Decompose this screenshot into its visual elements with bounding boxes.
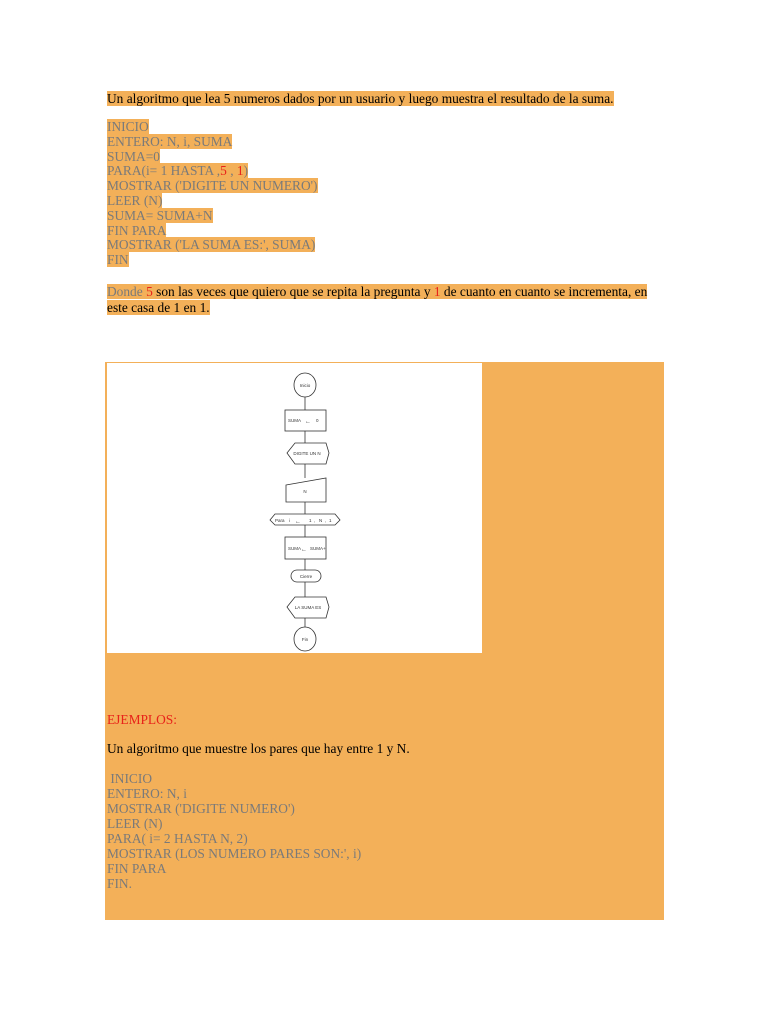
assign-arrow: ← [305,419,311,425]
loop-label: 1 [309,518,312,523]
assign-value: 0 [316,418,319,423]
loop-label: N [319,518,323,523]
loop-label: 1 [329,518,332,523]
code-line: LEER (N) [107,816,163,831]
sum-label: SUMA [288,546,302,551]
start-label: Inicio [299,383,311,388]
code-line: INICIO [107,119,149,134]
pseudocode-block-1 [107,120,318,268]
loop-label: Para [275,518,285,523]
sum-label: SUMA+ [310,546,326,551]
pseudocode-block-2 [107,771,361,891]
code-line: ENTERO: N, i, SUMA [107,133,233,149]
loop-arrow: ← [295,519,301,525]
assign-label: SUMA [288,418,302,423]
loop-label: i [289,518,290,523]
examples-heading: EJEMPLOS: [107,712,177,727]
code-fragment: PARA(i= 1 HASTA , [107,163,221,179]
code-fragment-red: 5 [220,163,227,179]
flowchart-figure [107,363,482,653]
code-fragment-red: 1 [236,163,244,179]
code-line-para [107,163,248,178]
code-fragment: , [226,163,237,179]
code-line: MOSTRAR ('DIGITE UN NUMERO') [107,178,318,194]
read-label: N [303,489,307,494]
close-label: Cierre [299,574,313,579]
note-fragment: son las veces que quiero que se repita la pregunta y [152,284,434,299]
code-line: FIN [107,252,129,268]
code-line: SUMA=0 [107,148,160,164]
note-fragment: Donde [107,284,147,299]
code-line: FIN PARA [107,222,167,238]
code-line: SUMA= SUMA+N [107,207,213,223]
code-line: MOSTRAR ('DIGITE NUMERO') [107,801,295,816]
loop-label: , [314,518,316,523]
code-line: INICIO [107,771,152,786]
display-label: DIGITE UN N [293,451,321,456]
flowchart-svg [107,363,482,653]
intro-highlight: Un algoritmo que lea 5 numeros dados por un usuario y luego muestra el resultado de la suma. [107,91,614,106]
example-title: Un algoritmo que muestre los pares que hay entre 1 y N. [107,741,410,756]
code-line: LEER (N) [107,192,163,208]
code-line: PARA( i= 2 HASTA N, 2) [107,831,248,846]
code-line: MOSTRAR ('LA SUMA ES:', SUMA) [107,237,316,253]
code-line: FIN. [107,876,132,891]
code-line: FIN PARA [107,861,167,876]
loop-label: , [325,518,327,523]
note-fragment: de cuanto en cuanto se incrementa, en este casa de 1 en 1. [107,284,648,315]
code-line: ENTERO: N, i [107,786,187,801]
code-fragment: ) [243,163,249,179]
display-result-label: LA SUMA ES [294,605,322,610]
intro-text [107,91,614,106]
note-fragment-red: 5 [146,284,153,299]
note-fragment-red: 1 [433,284,441,299]
sum-arrow: ← [301,547,307,553]
code-line: MOSTRAR (LOS NUMERO PARES SON:', i) [107,846,362,861]
end-label: Fin [301,637,309,642]
explanation-note [107,284,667,316]
